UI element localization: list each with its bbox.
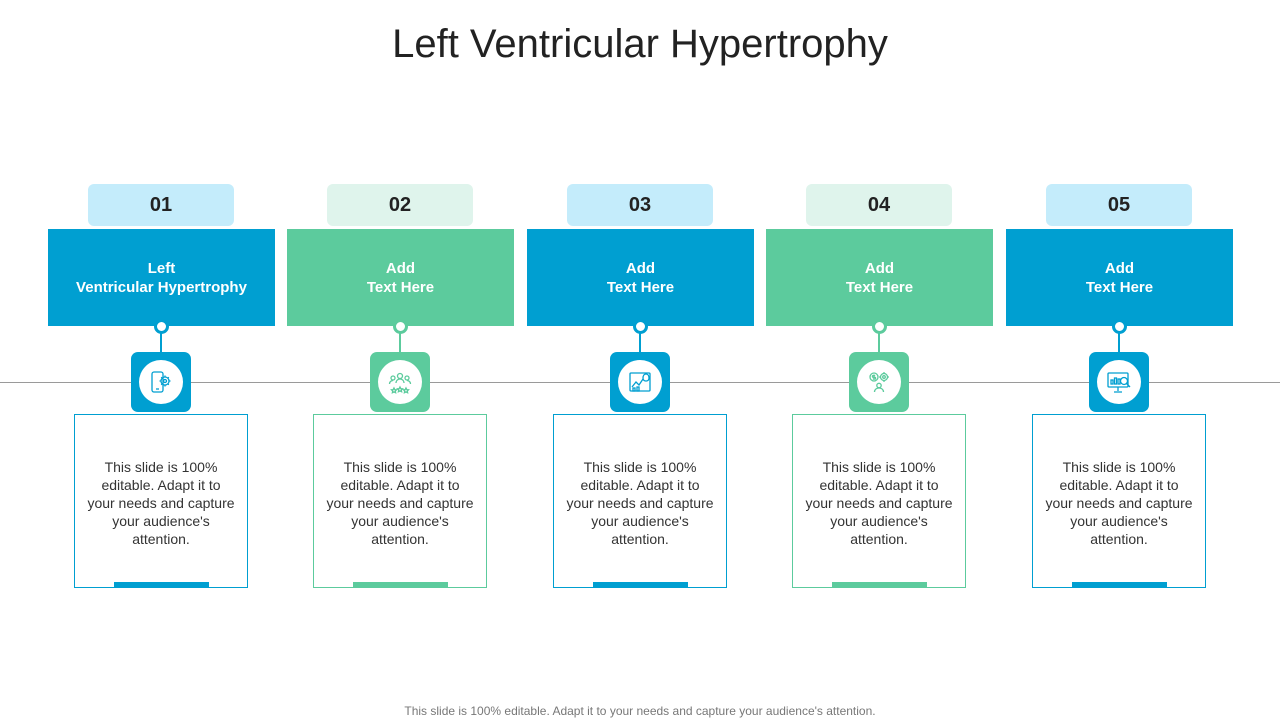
connector-stem bbox=[399, 331, 401, 352]
footer-note: This slide is 100% editable. Adapt it to your needs and capture your audience's attention. bbox=[404, 704, 876, 718]
step-description: This slide is 100% editable. Adapt it to your needs and capture your audience's attention. bbox=[1045, 459, 1193, 547]
icon-box bbox=[1089, 352, 1149, 412]
card-accent-bar bbox=[832, 582, 927, 588]
step-card bbox=[553, 414, 727, 588]
step-number: 04 bbox=[806, 184, 952, 226]
step-number: 02 bbox=[327, 184, 473, 226]
card-accent-bar bbox=[593, 582, 688, 588]
step-4 bbox=[766, 0, 993, 720]
icon-box bbox=[849, 352, 909, 412]
connector-stem bbox=[160, 331, 162, 352]
step-heading: Add Text Here bbox=[845, 259, 914, 296]
step-number: 05 bbox=[1046, 184, 1192, 226]
step-heading: Add Text Here bbox=[1085, 259, 1154, 296]
step-5 bbox=[1006, 0, 1233, 720]
step-description: This slide is 100% editable. Adapt it to your needs and capture your audience's attention. bbox=[326, 459, 474, 547]
step-3 bbox=[527, 0, 754, 720]
step-header bbox=[287, 229, 514, 326]
card-accent-bar bbox=[1072, 582, 1167, 588]
step-description: This slide is 100% editable. Adapt it to your needs and capture your audience's attention. bbox=[87, 459, 235, 547]
step-description: This slide is 100% editable. Adapt it to your needs and capture your audience's attention. bbox=[566, 459, 714, 547]
card-accent-bar bbox=[353, 582, 448, 588]
money-gear-person-icon bbox=[857, 360, 901, 404]
presentation-search-icon bbox=[1097, 360, 1141, 404]
mobile-gear-icon bbox=[139, 360, 183, 404]
step-heading: Left Ventricular Hypertrophy bbox=[76, 259, 247, 296]
connector-stem bbox=[639, 331, 641, 352]
chart-money-bag-icon bbox=[618, 360, 662, 404]
icon-box bbox=[131, 352, 191, 412]
step-2 bbox=[287, 0, 514, 720]
step-heading: Add Text Here bbox=[606, 259, 675, 296]
icon-box bbox=[610, 352, 670, 412]
step-header bbox=[1006, 229, 1233, 326]
step-card bbox=[74, 414, 248, 588]
icon-box bbox=[370, 352, 430, 412]
connector-stem bbox=[878, 331, 880, 352]
step-1 bbox=[48, 0, 275, 720]
slide-title: Left Ventricular Hypertrophy bbox=[392, 22, 888, 66]
team-stars-icon bbox=[378, 360, 422, 404]
step-header bbox=[527, 229, 754, 326]
step-number: 03 bbox=[567, 184, 713, 226]
step-card bbox=[792, 414, 966, 588]
step-card bbox=[313, 414, 487, 588]
card-accent-bar bbox=[114, 582, 209, 588]
step-header bbox=[48, 229, 275, 326]
step-card bbox=[1032, 414, 1206, 588]
step-heading: Add Text Here bbox=[366, 259, 435, 296]
step-description: This slide is 100% editable. Adapt it to your needs and capture your audience's attention. bbox=[805, 459, 953, 547]
step-number: 01 bbox=[88, 184, 234, 226]
step-header bbox=[766, 229, 993, 326]
connector-stem bbox=[1118, 331, 1120, 352]
